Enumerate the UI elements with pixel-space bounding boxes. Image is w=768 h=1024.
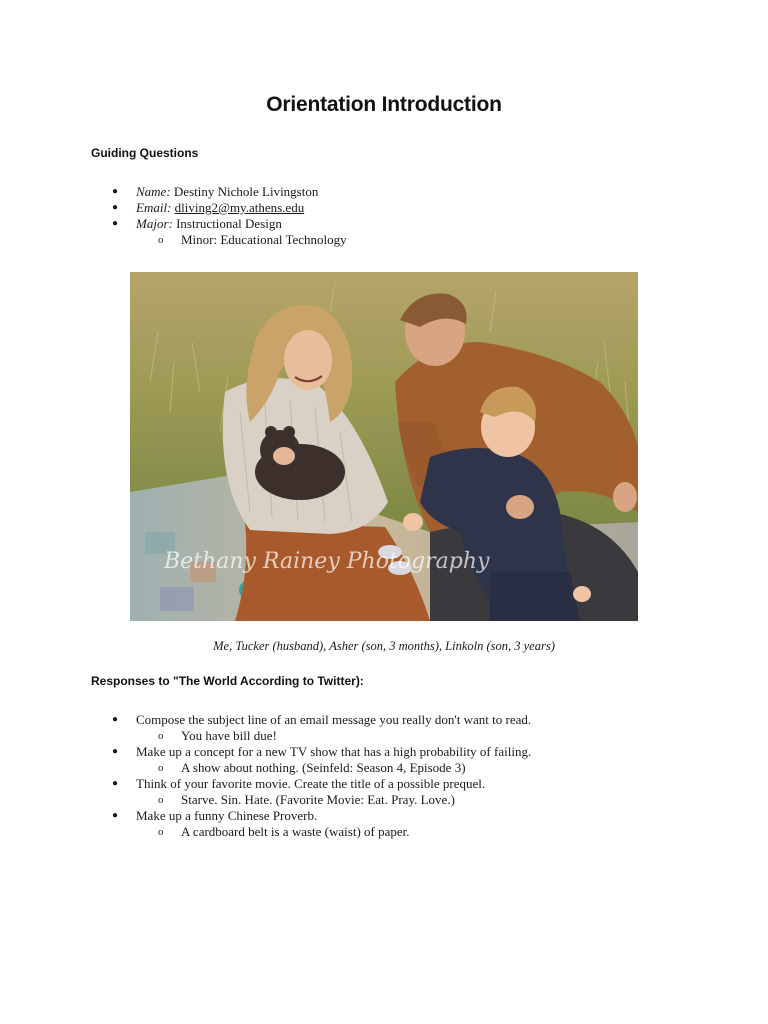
bullet-icon: ● [112, 746, 119, 757]
name-label: Name: [136, 184, 171, 199]
sub-bullet-icon: o [158, 826, 164, 838]
response-prompt: ● Make up a concept for a new TV show that has a high probability of failing. [112, 744, 532, 759]
response-answer: o A cardboard belt is a waste (waist) of paper. [158, 824, 410, 839]
guiding-questions-heading: Guiding Questions [91, 146, 199, 160]
responses-heading: Responses to "The World According to Twitter): [91, 674, 364, 688]
minor-value: Minor: Educational Technology [181, 232, 347, 247]
document-title: Orientation Introduction [266, 93, 502, 116]
response-prompt: ● Compose the subject line of an email message you really don't want to read. [112, 712, 532, 727]
response-answer: o You have bill due! [158, 728, 277, 743]
sub-bullet-icon: o [158, 762, 164, 774]
response-prompt: ● Make up a funny Chinese Proverb. [112, 808, 318, 823]
sub-bullet-icon: o [158, 730, 164, 742]
bullet-icon: ● [112, 218, 119, 229]
profile-list [0, 184, 768, 248]
family-photo [130, 272, 638, 621]
bullet-icon: ● [112, 778, 119, 789]
name-value: Destiny Nichole Livingston [170, 184, 319, 199]
profile-item-major [0, 216, 768, 232]
sub-bullet-icon: o [158, 794, 164, 806]
major-label: Major: [136, 216, 173, 231]
profile-item-name [0, 184, 768, 200]
major-value: Instructional Design [172, 216, 282, 231]
responses-list [0, 712, 768, 840]
response-prompt: ● Think of your favorite movie. Create the title of a possible prequel. [112, 776, 486, 791]
photo-caption: Me, Tucker (husband), Asher (son, 3 months), Linkoln (son, 3 years) [213, 639, 555, 653]
response-answer: o Starve. Sin. Hate. (Favorite Movie: Eat. Pray. Love.) [158, 792, 455, 807]
response-answer: o A show about nothing. (Seinfeld: Season 4, Episode 3) [158, 760, 466, 775]
email-link[interactable]: dliving2@my.athens.edu [174, 200, 305, 215]
sub-bullet-icon: o [158, 234, 164, 246]
profile-item-email [0, 200, 768, 216]
photo-watermark: Bethany Rainey Photography [164, 549, 490, 574]
bullet-icon: ● [112, 714, 119, 725]
bullet-icon: ● [112, 810, 119, 821]
email-label: Email: [136, 200, 172, 215]
profile-item-minor [0, 232, 768, 248]
bullet-icon: ● [112, 202, 119, 213]
bullet-icon: ● [112, 186, 119, 197]
